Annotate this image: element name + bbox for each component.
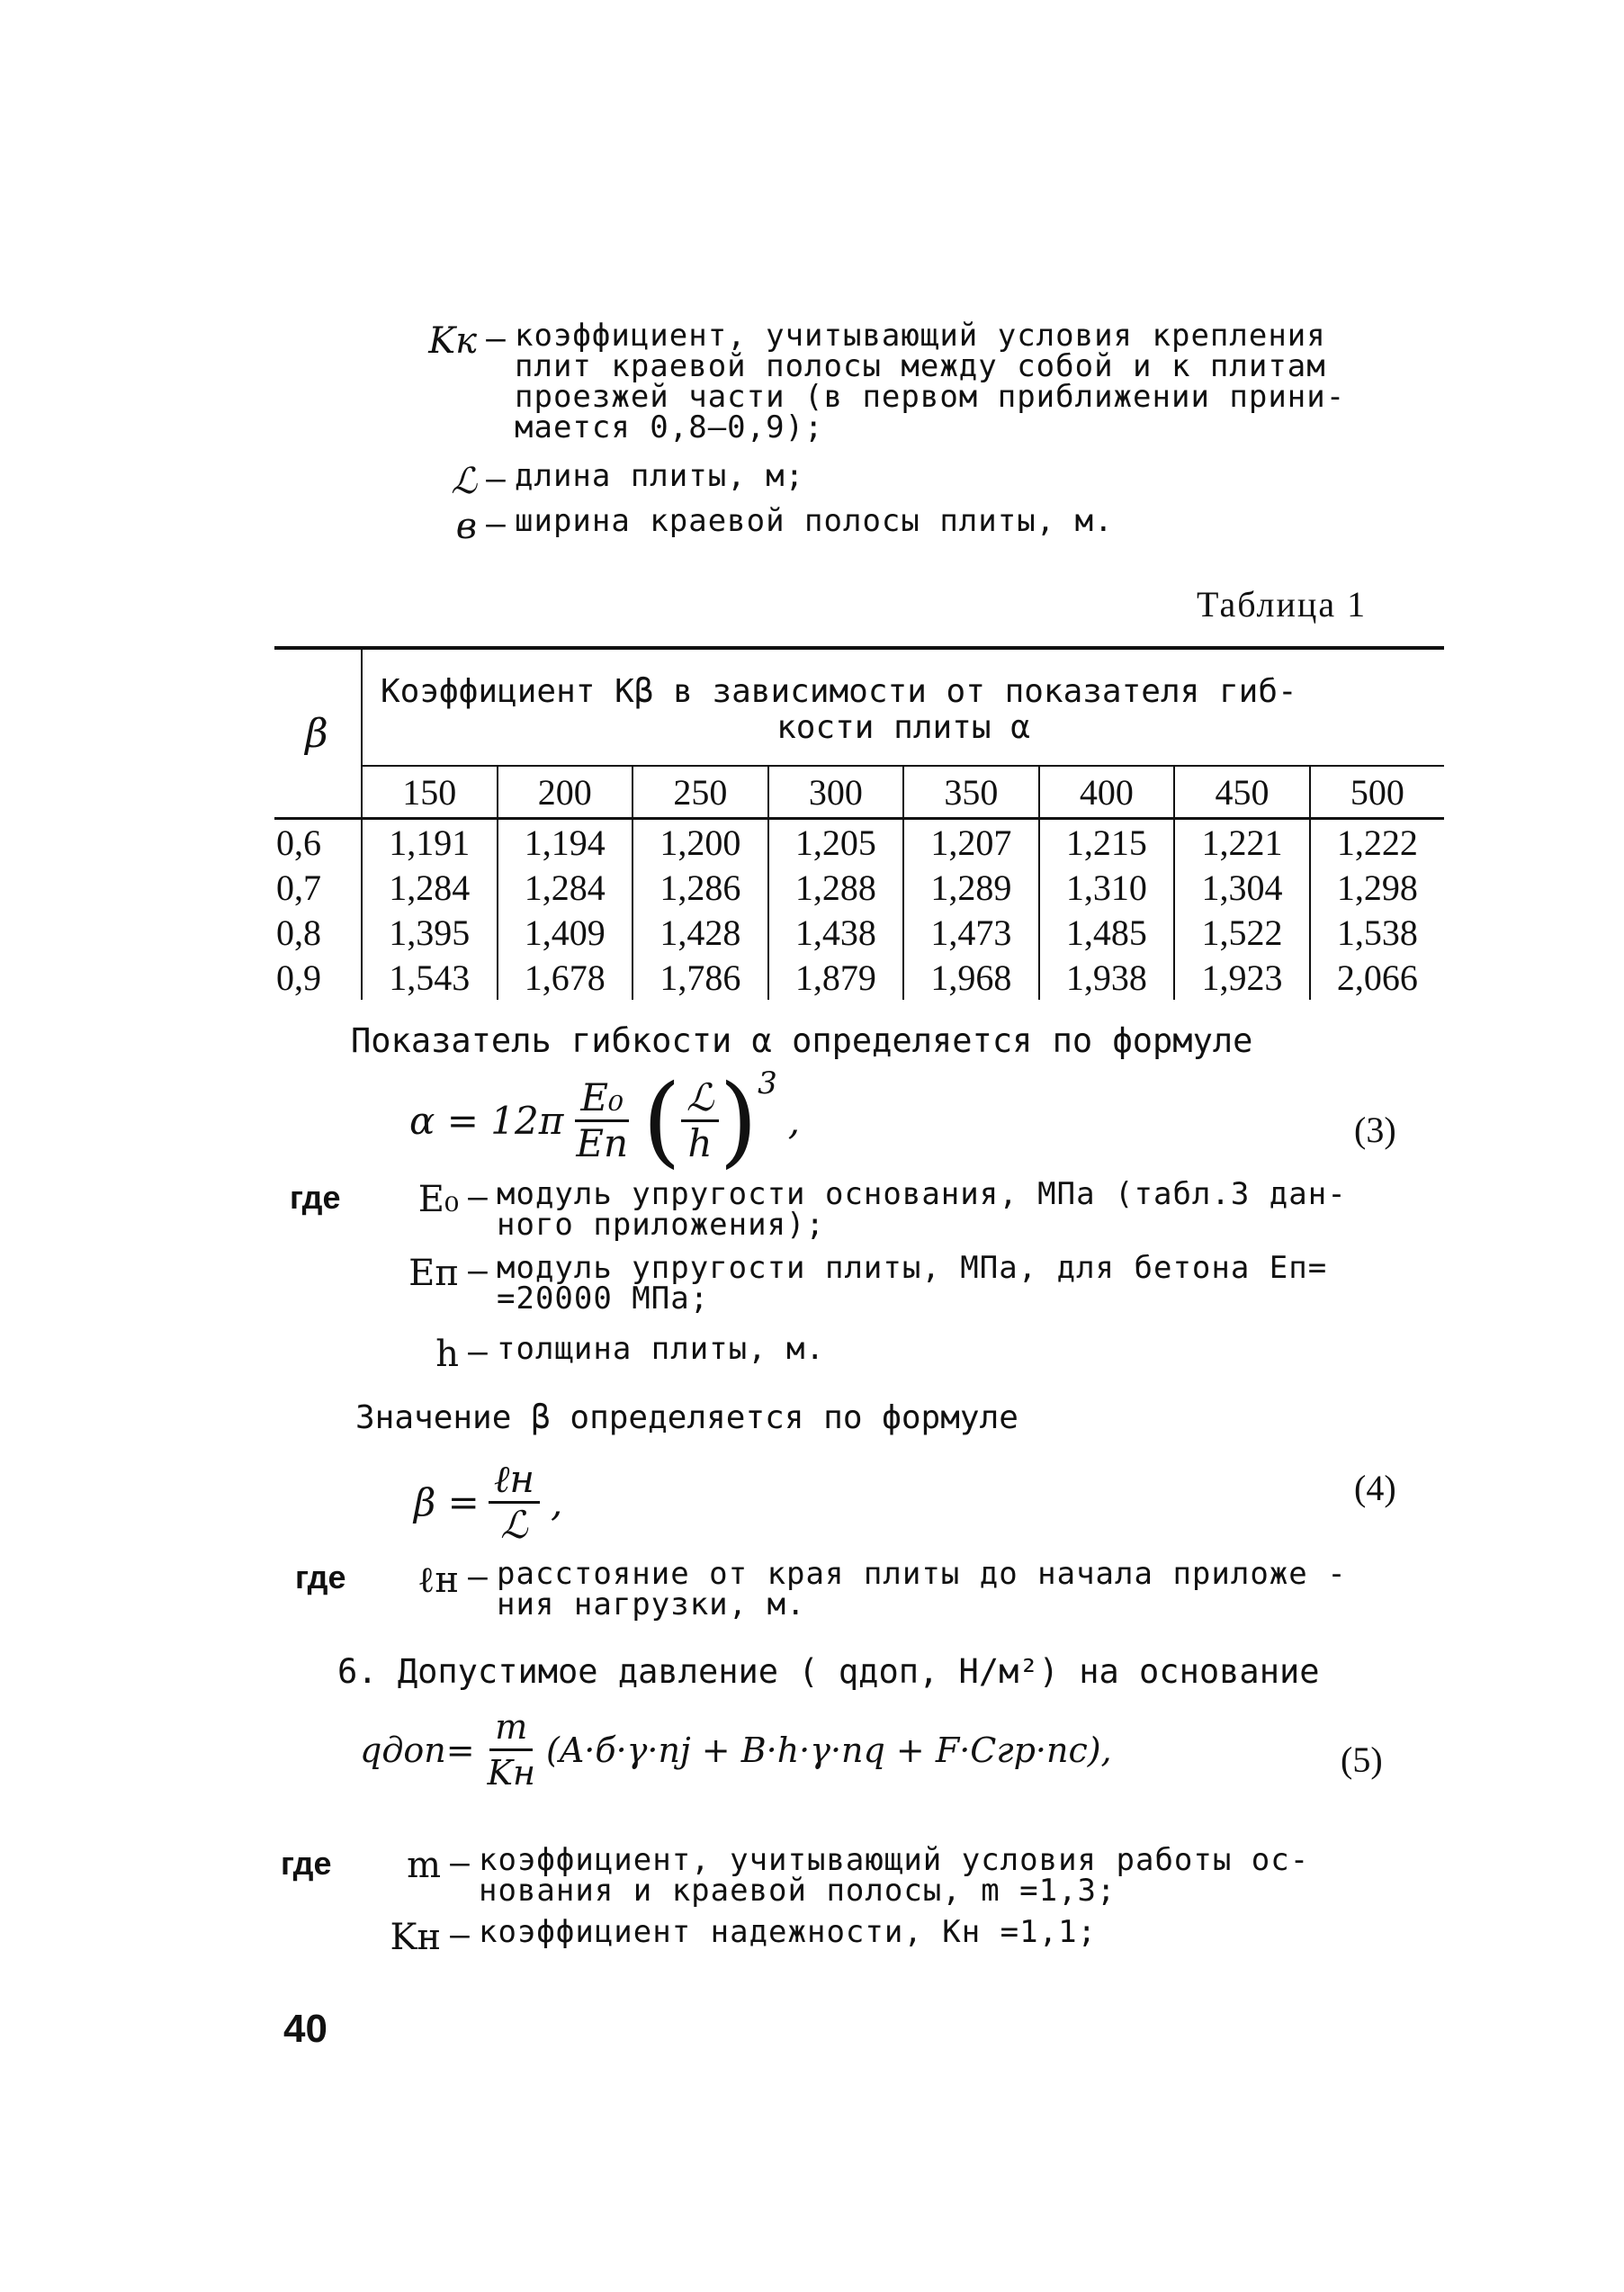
column-header-row <box>274 766 1444 819</box>
table-cell: 1,298 <box>1310 865 1444 910</box>
table-row <box>274 910 1444 955</box>
definition-text <box>515 320 1345 443</box>
table-cell: 1,438 <box>768 910 904 955</box>
definition-en <box>378 1250 1328 1317</box>
fraction <box>482 1705 541 1794</box>
symbol: Eп <box>408 1253 459 1294</box>
definition-kn <box>360 1914 1098 1958</box>
definition-text <box>497 1176 1347 1243</box>
definition-text: толщина плиты, м. <box>497 1331 825 1367</box>
equation-number-5: (5) <box>1341 1739 1383 1780</box>
table-cell: 1,200 <box>633 819 768 866</box>
dash: – <box>468 1334 488 1371</box>
formula-lhs: α = 12π <box>409 1098 564 1143</box>
table-cell: 1,284 <box>498 865 633 910</box>
definition-text <box>479 1842 1310 1909</box>
formula-lhs: β = <box>414 1480 480 1524</box>
table-row <box>274 819 1444 866</box>
dash: – <box>486 461 506 498</box>
dash: – <box>450 1845 470 1882</box>
table-cell: 1,215 <box>1039 819 1175 866</box>
coefficient-table <box>274 646 1444 1000</box>
table-cell: 1,288 <box>768 865 904 910</box>
equation-number-3: (3) <box>1354 1110 1396 1150</box>
exponent: 3 <box>758 1065 777 1101</box>
row-label: 0,7 <box>276 867 321 908</box>
dash: – <box>468 1253 488 1290</box>
table-cell: 1,395 <box>362 910 498 955</box>
table-cell: 1,286 <box>633 865 768 910</box>
fraction <box>570 1076 633 1165</box>
denominator: Eп <box>576 1120 629 1165</box>
line: коэффициент, учитывающий условия работы ос- <box>479 1842 1310 1878</box>
table-caption: Таблица 1 <box>1197 584 1368 625</box>
numerator: m <box>489 1705 533 1751</box>
column-header: 350 <box>903 766 1039 819</box>
symbol: E₀ <box>417 1179 459 1220</box>
table-cell: 1,221 <box>1174 819 1310 866</box>
inner-fraction <box>681 1076 719 1165</box>
table-cell: 1,938 <box>1039 955 1175 1000</box>
column-header: 250 <box>633 766 768 819</box>
line: плит краевой полосы между собой и к плитам <box>515 348 1326 384</box>
line: мается 0,8–0,9); <box>515 409 824 445</box>
definition-length <box>396 458 805 502</box>
table-cell: 1,310 <box>1039 865 1175 910</box>
table-cell: 1,304 <box>1174 865 1310 910</box>
table-cell: 1,207 <box>903 819 1039 866</box>
symbol: ℒ <box>451 461 477 502</box>
table-cell: 1,473 <box>903 910 1039 955</box>
denominator: h <box>687 1120 713 1165</box>
equation-number-4: (4) <box>1354 1468 1396 1508</box>
table-cell: 1,289 <box>903 865 1039 910</box>
definition-text <box>497 1556 1347 1622</box>
table-cell: 1,923 <box>1174 955 1310 1000</box>
dash: – <box>486 506 506 543</box>
denominator: ℒ <box>500 1503 528 1547</box>
line: модуль упругости основания, МПа (табл.3 дан- <box>497 1176 1347 1212</box>
formula-tail: , <box>551 1480 563 1524</box>
column-header: 450 <box>1174 766 1310 819</box>
column-header: 200 <box>498 766 633 819</box>
where-label-2: где <box>295 1559 346 1595</box>
table-cell: 1,428 <box>633 910 768 955</box>
symbol: Kк <box>428 320 477 362</box>
table-row <box>274 955 1444 1000</box>
line: проезжей части (в первом приближении прини- <box>515 379 1346 415</box>
table-cell: 1,194 <box>498 819 633 866</box>
formula-tail: , <box>787 1098 801 1143</box>
beta-intro: Значение β определяется по формуле <box>355 1399 1018 1436</box>
numerator: ℒ <box>681 1076 719 1122</box>
table-cell: 1,968 <box>903 955 1039 1000</box>
numerator: E₀ <box>575 1076 629 1122</box>
line: коэффициент, учитывающий условия крепления <box>515 318 1326 354</box>
table-cell: 1,284 <box>362 865 498 910</box>
column-header: 500 <box>1310 766 1444 819</box>
table-cell: 1,191 <box>362 819 498 866</box>
table-cell: 1,879 <box>768 955 904 1000</box>
table-cell: 1,538 <box>1310 910 1444 955</box>
row-label: 0,6 <box>276 822 321 863</box>
formula-5 <box>360 1705 1112 1794</box>
column-header: 150 <box>362 766 498 819</box>
table-row <box>274 865 1444 910</box>
dash: – <box>468 1559 488 1595</box>
dash: – <box>486 320 506 357</box>
dash: – <box>450 1917 470 1954</box>
where-label-3: где <box>281 1845 332 1882</box>
span-header <box>362 648 1444 766</box>
table-cell: 1,543 <box>362 955 498 1000</box>
row-header-beta: β <box>274 648 362 819</box>
span-header-line: Коэффициент Kβ в зависимости от показателя гиб- <box>381 673 1297 710</box>
numerator: ℓн <box>489 1458 540 1504</box>
column-header: 400 <box>1039 766 1175 819</box>
where-label: где <box>290 1179 341 1216</box>
definition-text <box>497 1250 1328 1317</box>
denominator: Kн <box>487 1753 536 1793</box>
span-header-line: кости плиты α <box>776 709 1030 746</box>
symbol: m <box>407 1845 441 1886</box>
table-cell: 1,678 <box>498 955 633 1000</box>
table-cell: 2,066 <box>1310 955 1444 1000</box>
definition-m <box>360 1842 1310 1909</box>
row-label: 0,8 <box>276 912 321 953</box>
page-number: 40 <box>283 2007 327 2051</box>
line: нования и краевой полосы, m =1,3; <box>479 1873 1117 1909</box>
formula-lhs: qдоп= <box>360 1730 475 1770</box>
line: расстояние от края плиты до начала приложе - <box>497 1556 1347 1592</box>
fraction <box>489 1458 540 1547</box>
table-cell: 1,409 <box>498 910 633 955</box>
formula-body: (A·б·γ·nj + B·h·γ·nq + F·Cгр·nc), <box>546 1730 1112 1770</box>
symbol: h <box>435 1334 459 1375</box>
symbol: ℓн <box>417 1559 459 1601</box>
definition-text: ширина краевой полосы плиты, м. <box>515 503 1114 539</box>
table-cell: 1,222 <box>1310 819 1444 866</box>
table-cell: 1,786 <box>633 955 768 1000</box>
symbol: Kн <box>390 1917 441 1958</box>
line: =20000 МПа; <box>497 1281 710 1317</box>
definition-text: коэффициент надежности, Kн =1,1; <box>479 1914 1098 1950</box>
line: модуль упругости плиты, МПа, для бетона Eп= <box>497 1250 1328 1286</box>
table-cell: 1,485 <box>1039 910 1175 955</box>
table-cell: 1,522 <box>1174 910 1310 955</box>
item-6: 6. Допустимое давление ( qдоп, Н/м²) на основание <box>337 1652 1320 1691</box>
line: ния нагрузки, м. <box>497 1586 806 1622</box>
definition-kk <box>396 320 1345 443</box>
symbol: в <box>455 506 477 547</box>
table-cell: 1,205 <box>768 819 904 866</box>
definition-e0 <box>378 1176 1347 1243</box>
line: ного приложения); <box>497 1207 825 1243</box>
row-label: 0,9 <box>276 957 321 998</box>
right-paren: ) <box>719 1063 758 1178</box>
definition-h <box>378 1331 825 1375</box>
definition-ln <box>378 1556 1347 1622</box>
left-paren: ( <box>642 1063 681 1178</box>
alpha-intro: Показатель гибкости α определяется по формуле <box>351 1021 1253 1060</box>
formula-4 <box>414 1458 562 1547</box>
definition-width <box>396 503 1114 547</box>
formula-3 <box>409 1063 801 1178</box>
dash: – <box>468 1179 488 1216</box>
definition-text: длина плиты, м; <box>515 458 805 494</box>
column-header: 300 <box>768 766 904 819</box>
